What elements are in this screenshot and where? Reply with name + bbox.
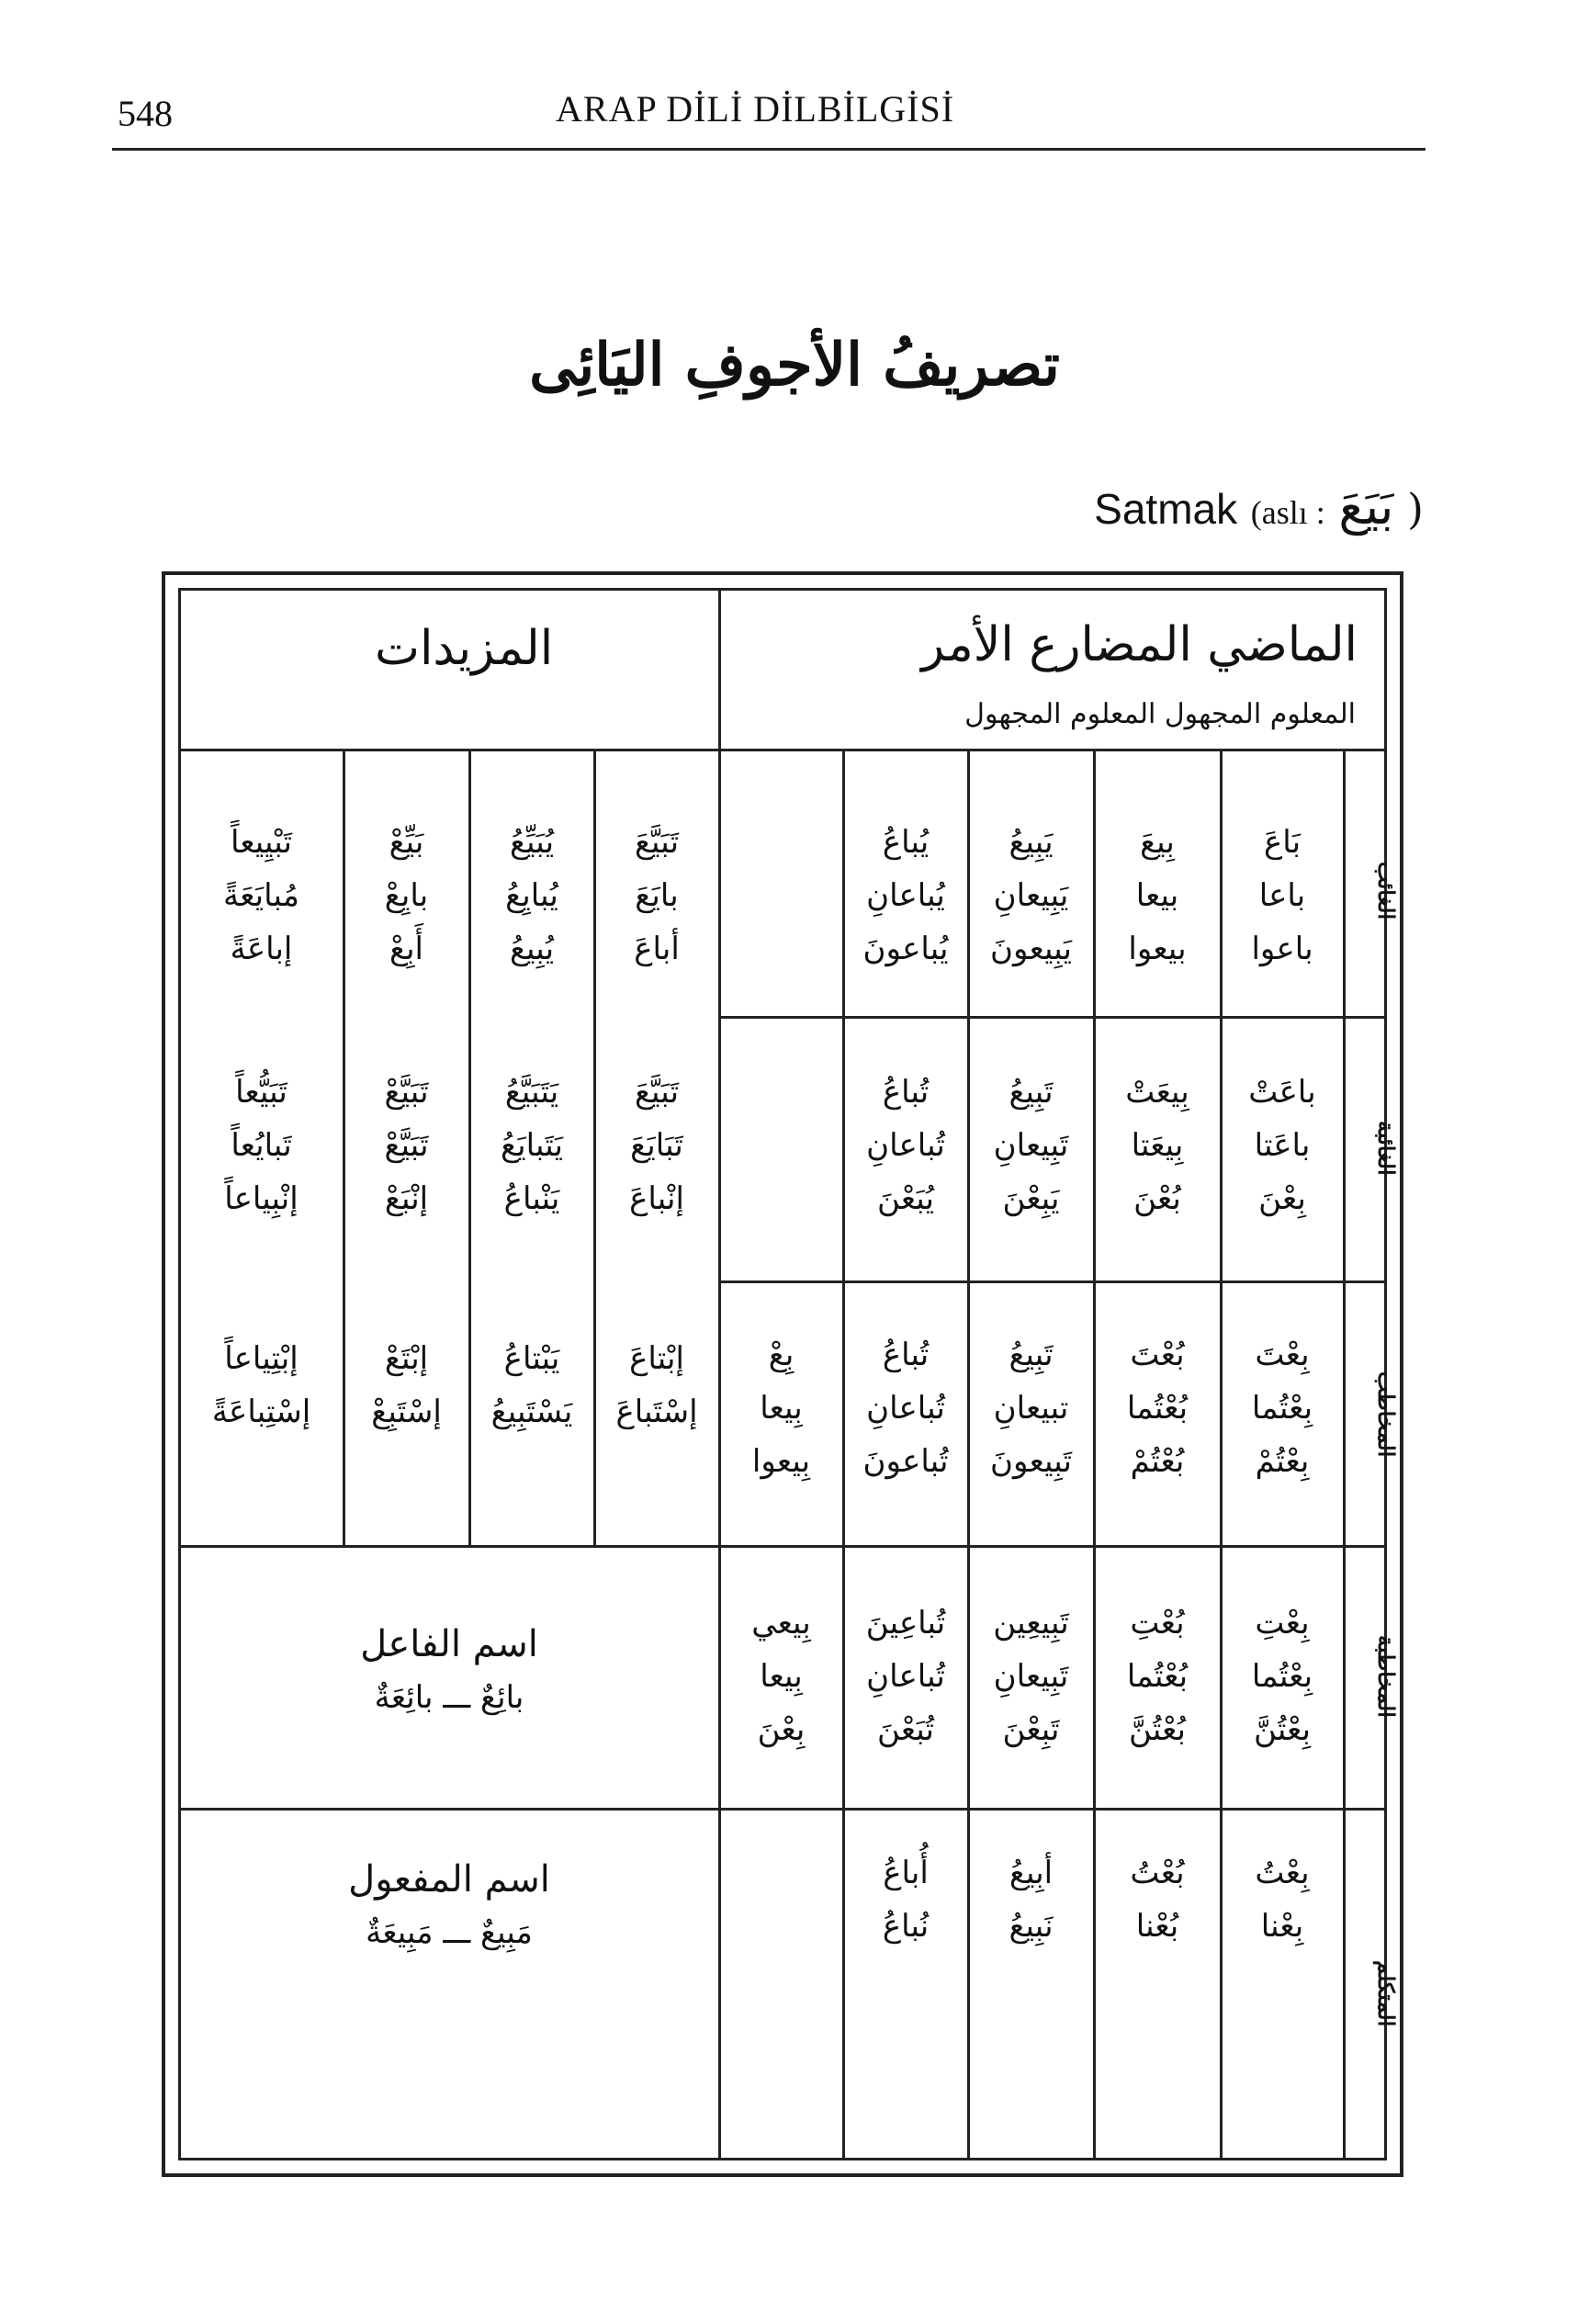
mudari-malum-cell: يَبِيعُ يَبِيعانِ يَبِيعونَ: [990, 824, 1072, 967]
madi-majhul-cell: بُعْتَ بُعْتُما بُعْتُمْ: [1126, 1337, 1189, 1480]
row-divider: [178, 1808, 1387, 1811]
mudari-majhul-cell: يُباعُ يُباعانِ يُباعونَ: [862, 824, 949, 967]
close-paren: ): [1407, 484, 1424, 534]
mudari-majhul-cell: أُباعُ نُباعُ: [882, 1855, 930, 1945]
mazid-cell: يَتَبَيَّعُ يَتَبايَعُ يَنْباعُ: [501, 1074, 563, 1217]
mudari-malum-cell: أبِيعُ نَبِيعُ: [1009, 1855, 1054, 1945]
mazid-cell: إبْتِياعاً إسْتِباعَةً: [211, 1340, 311, 1430]
row-label: المخاطبة: [1373, 1635, 1400, 1718]
ism-maful-value: مَبِيعٌ ـــ مَبِيعَةٌ: [366, 1914, 533, 1951]
subtitle: [1094, 478, 1424, 536]
row-label: الغائب: [1373, 862, 1400, 920]
madi-malum-cell: بَاعَ باعا باعوا: [1251, 824, 1313, 967]
mazid-cell: إبْتاعَ إسْتَباعَ: [615, 1340, 698, 1430]
amr-cell: بِيعي بِيعا بِعْنَ: [751, 1605, 811, 1748]
group-header-mazidat: المزيدات: [375, 621, 554, 676]
mazid-cell: تَبَيَّعْ تَبَيَّعْ إنْبَعْ: [384, 1074, 429, 1217]
ism-maful-block: [180, 1852, 718, 1958]
page-title: تصريفُ الأجوفِ اليَائِى: [529, 331, 1060, 400]
subheader-voice: المعلوم المجهول المعلوم المجهول: [964, 698, 1356, 730]
mazid-cell: بَيِّعْ بايِعْ أَبِعْ: [384, 824, 429, 967]
mudari-malum-cell: تَبِيعُ تَبِيعانِ يَبِعْنَ: [993, 1074, 1069, 1217]
page-number: 548: [118, 93, 173, 134]
mazid-cell: يَبْتاعُ يَسْتَبِيعُ: [490, 1340, 573, 1430]
row-divider: [719, 1280, 1387, 1283]
madi-malum-cell: بِعْتُ بِعْنا: [1255, 1855, 1310, 1945]
ism-fail-value: بائِعٌ ـــ بائِعَةٌ: [374, 1679, 524, 1716]
amr-cell: بِعْ بِيعا بِيعوا: [751, 1337, 811, 1480]
mazid-cell: يُبَيِّعُ يُبايِعُ يُبِيعُ: [505, 824, 558, 967]
header-divider: [178, 749, 1387, 751]
ism-fail-title: اسم الفاعل: [360, 1623, 538, 1665]
mudari-malum-cell: تَبِيعِين تَبِيعانِ تَبِعْنَ: [993, 1605, 1069, 1748]
madi-malum-cell: باعَتْ باعَتا بِعْنَ: [1248, 1074, 1316, 1217]
ism-maful-title: اسم المفعول: [348, 1858, 550, 1901]
madi-majhul-cell: بِيعَ بيعا بيعوا: [1128, 824, 1187, 967]
madi-malum-cell: بِعْتِ بِعْتُما بِعْتُنَّ: [1251, 1605, 1313, 1748]
row-label: الغائبة: [1373, 1121, 1400, 1176]
mazid-cell: تَبَيَّعَ بايَعَ أباعَ: [634, 824, 680, 967]
mudari-majhul-cell: تُباعُ تُباعانِ يُبَعْنَ: [866, 1074, 945, 1217]
mazid-cell: تَبَيَّعَ تَبَايَعَ إنْباعَ: [629, 1074, 684, 1217]
header-rule: [112, 148, 1426, 151]
mazid-cell: تَبَيُّعاً تَبايُعاً إنْبِياعاً: [224, 1074, 299, 1217]
madi-malum-cell: بِعْتَ بِعْتُما بِعْتُمْ: [1251, 1337, 1313, 1480]
row-label: المخاطب: [1373, 1371, 1400, 1458]
meaning: Satmak: [1094, 485, 1238, 533]
running-title: ARAP DİLİ DİLBİLGİSİ: [556, 88, 955, 130]
mudari-malum-cell: تَبِيعُ تبيعانِ تَبِيعونَ: [990, 1337, 1072, 1480]
row-label: المتكلم: [1373, 1959, 1400, 2027]
row-divider: [178, 1545, 1387, 1548]
ism-fail-block: [180, 1617, 718, 1723]
row-divider: [719, 1016, 1387, 1019]
mazid-cell: تَبْيِيعاً مُبايَعَةً إباعَةً: [223, 824, 299, 967]
original-label: (aslı :: [1250, 494, 1325, 531]
mazid-cell: إبْتَعْ إسْتَبِعْ: [371, 1340, 442, 1430]
madi-majhul-cell: بُعْتُ بُعْنا: [1130, 1855, 1185, 1945]
madi-majhul-cell: بِيعَتْ بِيعَتا بُعْنَ: [1125, 1074, 1189, 1217]
group-header-tenses: الماضي المضارع الأمر: [921, 617, 1358, 672]
mudari-majhul-cell: تُباعِينَ تُباعانِ تُبَعْنَ: [865, 1605, 946, 1748]
original-word: بَيَعَ: [1338, 478, 1394, 536]
madi-majhul-cell: بُعْتِ بُعْتُما بُعْتُنَّ: [1126, 1605, 1189, 1748]
mudari-majhul-cell: تُباعُ تُباعانِ تُباعونَ: [862, 1337, 949, 1480]
